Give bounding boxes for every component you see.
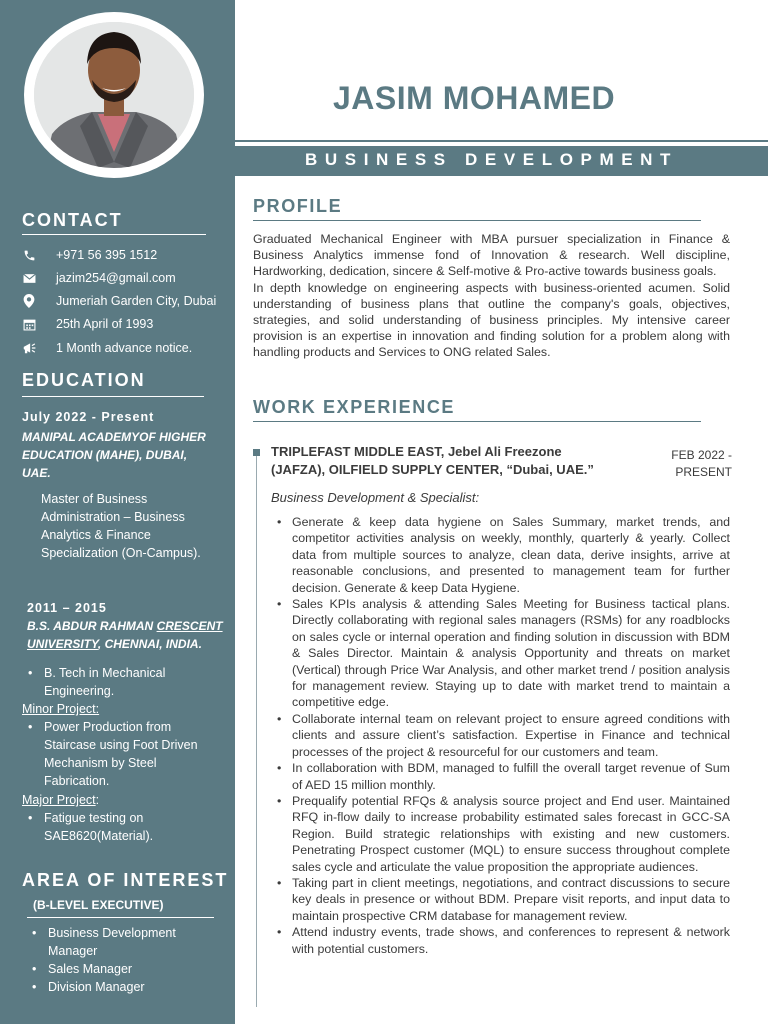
- location-pin-icon: [22, 294, 36, 308]
- contact-email[interactable]: jazim254@gmail.com: [56, 271, 176, 285]
- major-project-list: [22, 809, 172, 845]
- minor-project: • Power Production from Staircase using Foot Driven Mechanism by Steel Fabrication.: [22, 718, 207, 790]
- duties-list: [271, 514, 730, 957]
- interest-item: • Business Development Manager: [26, 924, 206, 960]
- phone-icon: [22, 248, 36, 262]
- education-heading: EDUCATION: [22, 370, 146, 390]
- contact-notice-row: [22, 339, 192, 357]
- contact-email-row: [22, 269, 176, 287]
- envelope-icon: [22, 271, 36, 285]
- education-degree-2-list: [22, 664, 207, 700]
- calendar-icon: [22, 317, 36, 331]
- minor-project-list: [22, 718, 207, 790]
- experience-divider: [253, 421, 701, 422]
- full-name: JASIM MOHAMED: [333, 80, 616, 116]
- interest-item: • Sales Manager: [26, 960, 206, 978]
- education-period-2: 2011 – 2015: [27, 601, 107, 615]
- megaphone-icon: [22, 341, 36, 355]
- interest-divider: [27, 917, 214, 918]
- education-degree-1: Master of Business Administration – Business Analytics & Finance Specialization (On-Campus).: [41, 492, 201, 560]
- major-project-label-row: Major Project:: [22, 793, 100, 807]
- education-school-1-line2: EDUCATION (MAHE), DUBAI,: [22, 448, 188, 462]
- minor-project-label: Minor Project:: [22, 702, 100, 716]
- contact-phone-row: [22, 246, 157, 264]
- duty-item: • Prequalify potential RFQs & analysis source project and End user. Maintained RFQ in-flow daily to increase probability estimated sales forecast in GCC-SA Region. Build strategic relationships with existing and new customers. Penetrating Prospect customer (MQL) to ensure success throughout complete sales cycle and articulate the value proposition the appropriate audiences.: [271, 793, 730, 875]
- duty-item: • Attend industry events, trade shows, and conferences to represent & network with potential customers.: [271, 924, 730, 957]
- contact-notice: 1 Month advance notice.: [56, 341, 193, 355]
- contact-birthdate: 25th April of 1993: [56, 317, 154, 331]
- duty-item: • Sales KPIs analysis & attending Sales Meeting for Business tactical plans. Directly collaborating with regional sales managers (RSMs) for any roadblocks on sales cycle or internal operation and finding solution in discussion with BDM & Sales Director. Maintain & analysis Opportunity and threats on market (Vertical) through Price War Analysis, and other market trend / position analysis for management review. Staying up to date with market trend to maintain a competitive edge.: [271, 596, 730, 711]
- contact-divider: [22, 234, 206, 235]
- timeline-line: [256, 452, 257, 1007]
- experience-heading: WORK EXPERIENCE: [253, 397, 456, 417]
- education-period-1: July 2022 - Present: [22, 410, 155, 424]
- duty-item: • Generate & keep data hygiene on Sales Summary, market trends, and competitor activities analysis on weekly, monthly, quarterly & yearly. Collect data from multiple sources to analyze, clean data, derive insights, arrive at reasonable conclusions, and presented to management team for further decision. Generate & keep Data Hygiene.: [271, 514, 730, 596]
- education-school-2-line1: B.S. ABDUR RAHMAN CRESCENT: [27, 619, 223, 633]
- profile-summary: [253, 231, 730, 361]
- education-school-2-line2: UNIVERSITY, CHENNAI, INDIA.: [27, 637, 202, 651]
- company-name: TRIPLEFAST MIDDLE EAST, Jebel Ali Freezone (JAFZA), OILFIELD SUPPLY CENTER, “Dubai, UAE.”: [271, 444, 594, 477]
- profile-paragraph-2: In depth knowledge on engineering aspects with business-oriented acumen. Solid understanding of business plans that outline the company's goals, objectives, strategies, and solid understanding of business principles. My intensive career provision is an expertise in innovation and finding solution for a problem along with handling products and Services to ONG related Sales.: [253, 280, 730, 360]
- profile-photo: [34, 22, 194, 168]
- job-title: BUSINESS DEVELOPMENT: [305, 150, 679, 169]
- interest-heading: AREA OF INTEREST: [22, 870, 229, 890]
- contact-heading: CONTACT: [22, 210, 123, 230]
- major-project: • Fatigue testing on SAE8620(Material).: [22, 809, 172, 845]
- contact-birthdate-row: [22, 315, 153, 333]
- contact-location-row: [22, 292, 216, 310]
- profile-heading: PROFILE: [253, 196, 343, 216]
- contact-phone: +971 56 395 1512: [56, 248, 158, 262]
- interest-level: (B-LEVEL EXECUTIVE): [33, 898, 164, 912]
- contact-location: Jumeriah Garden City, Dubai: [56, 294, 217, 308]
- employment-dates: FEB 2022 - PRESENT: [671, 448, 732, 479]
- major-project-label: Major Project: [22, 793, 96, 807]
- duty-item: • In collaboration with BDM, managed to fulfill the overall target revenue of Sum of AED 15 million monthly.: [271, 760, 730, 793]
- job-role: Business Development & Specialist:: [271, 490, 480, 505]
- interest-list: [26, 924, 206, 996]
- education-school-1-line1: MANIPAL ACADEMYOF HIGHER: [22, 430, 206, 444]
- profile-paragraph-1: Graduated Mechanical Engineer with MBA pursuer specialization in Finance & Business Analytics immense fond of Innovation & research. Well discipline, Hardworking, dedication, sincere & Self-motive & Pro-active towards business goals.: [253, 232, 730, 279]
- duty-item: • Collaborate internal team on relevant project to ensure agreed conditions with clients and assure client’s satisfaction. Expertise in Finance and technical processes of the project & resourceful for our customers and team.: [271, 711, 730, 760]
- timeline-marker: [253, 449, 260, 456]
- education-degree-2: • B. Tech in Mechanical Engineering.: [22, 664, 207, 700]
- education-divider: [22, 396, 204, 397]
- education-school-1-line3: UAE.: [22, 466, 51, 480]
- duty-item: • Taking part in client meetings, negotiations, and contract discussions to secure key deals in presence or without BDM. Prepare visit reports, and input data to maintain prospective CRM database for management review.: [271, 875, 730, 924]
- profile-divider: [253, 220, 701, 221]
- interest-item: • Division Manager: [26, 978, 206, 996]
